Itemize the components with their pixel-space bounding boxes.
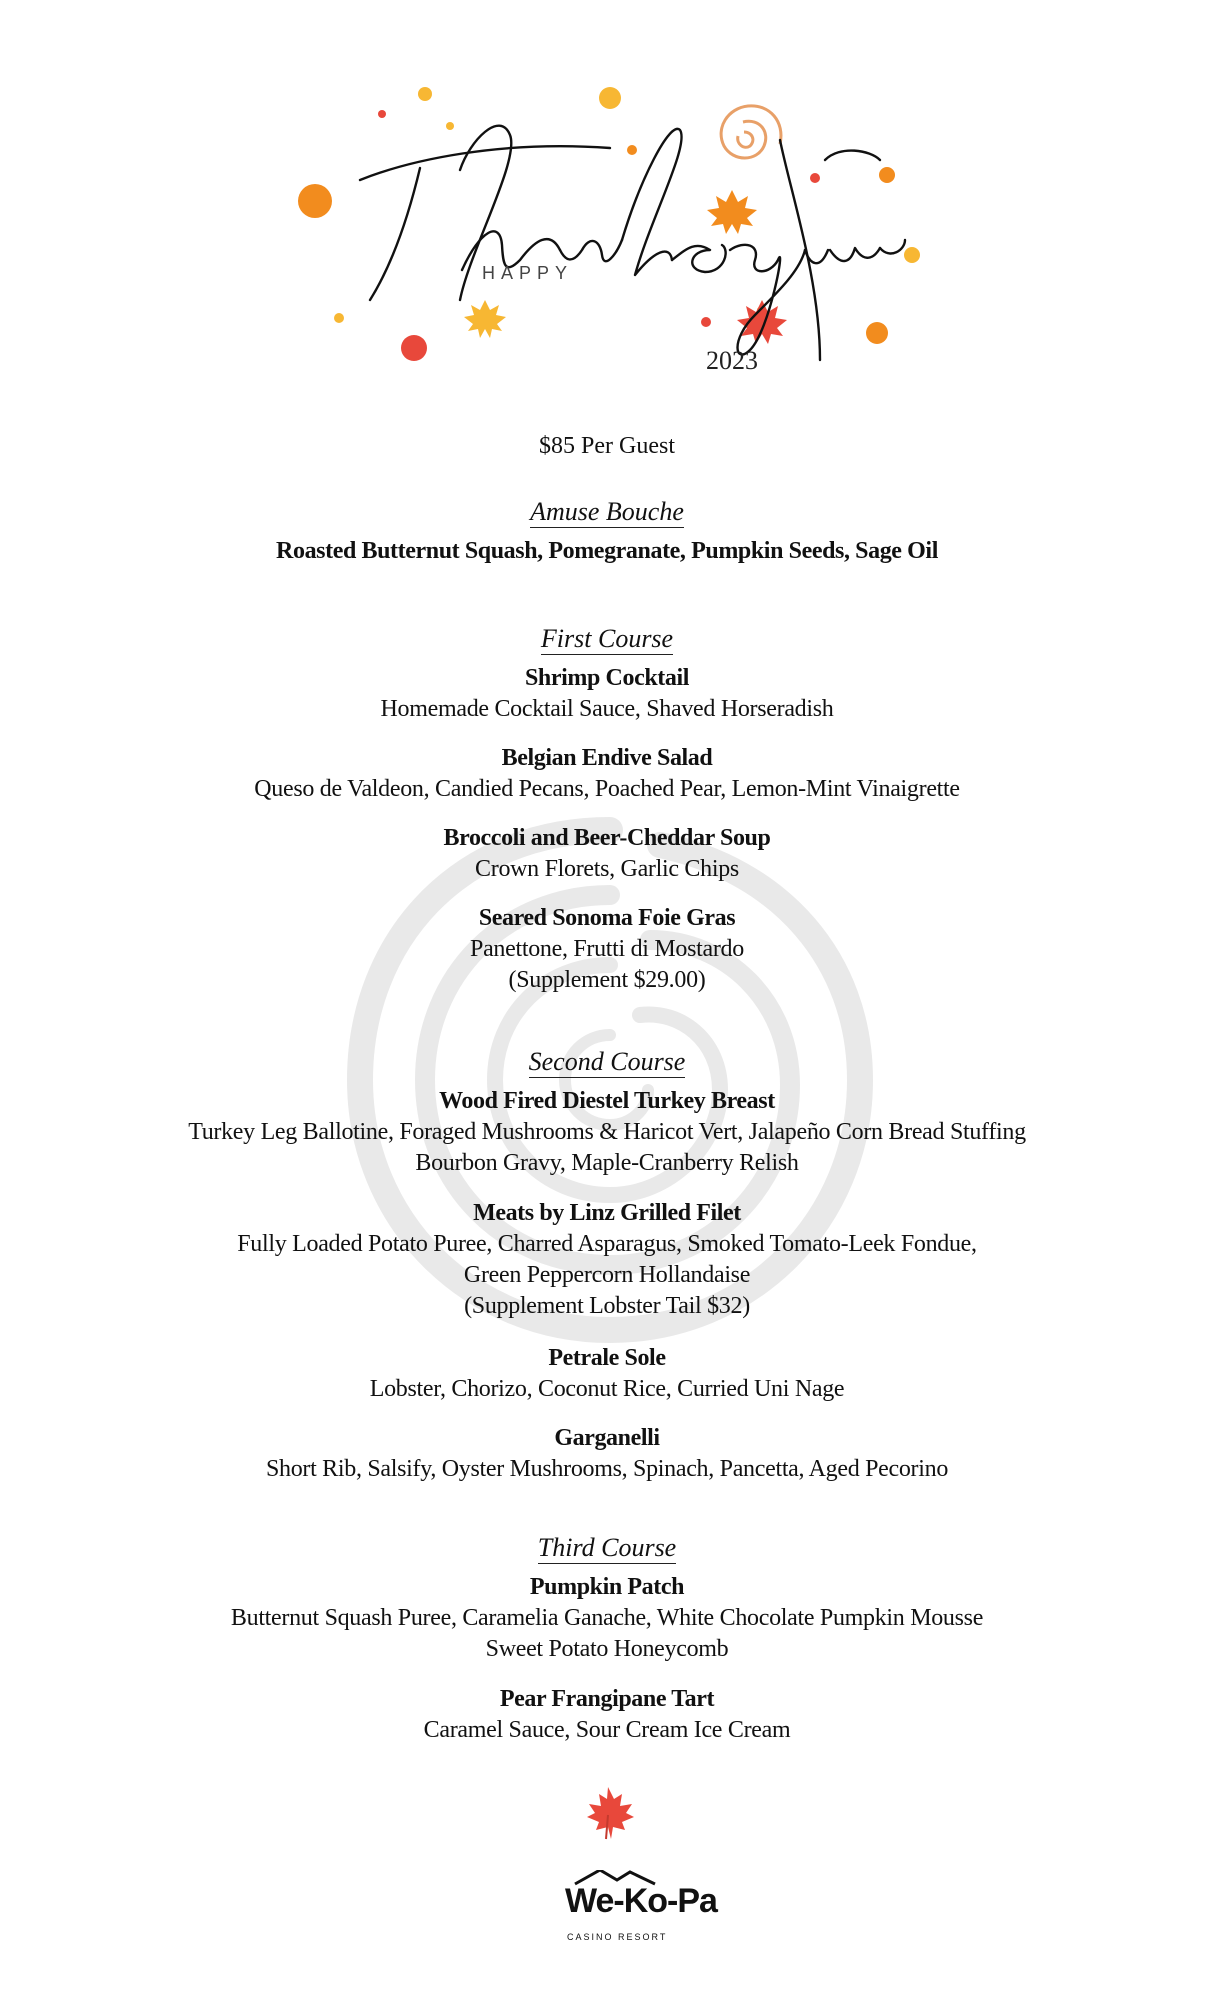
dish-name: Pumpkin Patch — [529, 1574, 685, 1600]
dish-supplement: (Supplement $29.00) — [508, 967, 706, 993]
dish-desc: Panettone, Frutti di Mostardo — [470, 936, 744, 962]
amuse-bouche-dish — [0, 536, 1214, 567]
dish-name: Belgian Endive Salad — [501, 745, 713, 771]
dish-desc: Caramel Sauce, Sour Cream Ice Cream — [423, 1717, 791, 1743]
dish-foie-gras — [0, 903, 1214, 996]
dish-desc: Bourbon Gravy, Maple-Cranberry Relish — [415, 1150, 799, 1176]
dish-name: Petrale Sole — [548, 1345, 666, 1371]
amuse-bouche-desc: Roasted Butternut Squash, Pomegranate, Pumpkin Seeds, Sage Oil — [276, 538, 938, 564]
dish-supplement: (Supplement Lobster Tail $32) — [464, 1293, 750, 1319]
price-per-guest: $85 Per Guest — [539, 433, 675, 459]
third-course-title-text: Third Course — [537, 1533, 677, 1562]
dish-garganelli — [0, 1423, 1214, 1485]
dish-name: Shrimp Cocktail — [524, 665, 690, 691]
first-course-title-text: First Course — [540, 624, 674, 653]
year-label: 2023 — [706, 346, 758, 375]
second-course-title — [0, 1047, 1214, 1077]
dish-desc: Homemade Cocktail Sauce, Shaved Horseradish — [380, 696, 834, 722]
dish-desc: Crown Florets, Garlic Chips — [475, 856, 739, 882]
amuse-bouche-title — [0, 497, 1214, 527]
dish-desc: Green Peppercorn Hollandaise — [463, 1262, 751, 1288]
logo-subtitle: CASINO RESORT — [567, 1932, 668, 1942]
first-course-title — [0, 624, 1214, 654]
dish-pumpkin-patch — [0, 1572, 1214, 1665]
amuse-bouche-title-text: Amuse Bouche — [530, 497, 684, 526]
maple-leaf-icon — [580, 1785, 636, 1841]
dish-name: Meats by Linz Grilled Filet — [473, 1200, 741, 1226]
dish-belgian-endive-salad — [0, 743, 1214, 805]
dish-desc: Queso de Valdeon, Candied Pecans, Poached Pear, Lemon-Mint Vinaigrette — [254, 776, 960, 802]
logo-name: We-Ko-Pa — [565, 1882, 717, 1920]
header — [0, 70, 1214, 400]
dish-petrale-sole — [0, 1343, 1214, 1405]
dish-broccoli-soup — [0, 823, 1214, 885]
dish-name: Pear Frangipane Tart — [499, 1686, 715, 1712]
third-course-title — [0, 1533, 1214, 1563]
dish-desc: Lobster, Chorizo, Coconut Rice, Curried Uni Nage — [369, 1376, 845, 1402]
dish-name: Broccoli and Beer-Cheddar Soup — [443, 825, 771, 851]
dish-desc: Butternut Squash Puree, Caramelia Ganache, White Chocolate Pumpkin Mousse — [230, 1605, 984, 1631]
second-course-title-text: Second Course — [528, 1047, 686, 1076]
dish-grilled-filet — [0, 1198, 1214, 1322]
dish-turkey-breast — [0, 1086, 1214, 1179]
dish-name: Garganelli — [554, 1425, 660, 1451]
dish-desc: Short Rib, Salsify, Oyster Mushrooms, Spinach, Pancetta, Aged Pecorino — [265, 1456, 949, 1482]
dish-desc: Fully Loaded Potato Puree, Charred Asparagus, Smoked Tomato-Leek Fondue, — [237, 1231, 977, 1257]
dish-desc: Sweet Potato Honeycomb — [485, 1636, 729, 1662]
dish-shrimp-cocktail — [0, 663, 1214, 725]
happy-label: HAPPY — [482, 263, 574, 283]
dish-name: Seared Sonoma Foie Gras — [478, 905, 736, 931]
thanksgiving-script-title — [350, 100, 910, 370]
dish-name: Wood Fired Diestel Turkey Breast — [439, 1088, 775, 1114]
dish-pear-tart — [0, 1684, 1214, 1746]
dish-desc: Turkey Leg Ballotine, Foraged Mushrooms & Haricot Vert, Jalapeño Corn Bread Stuffing — [188, 1119, 1026, 1145]
